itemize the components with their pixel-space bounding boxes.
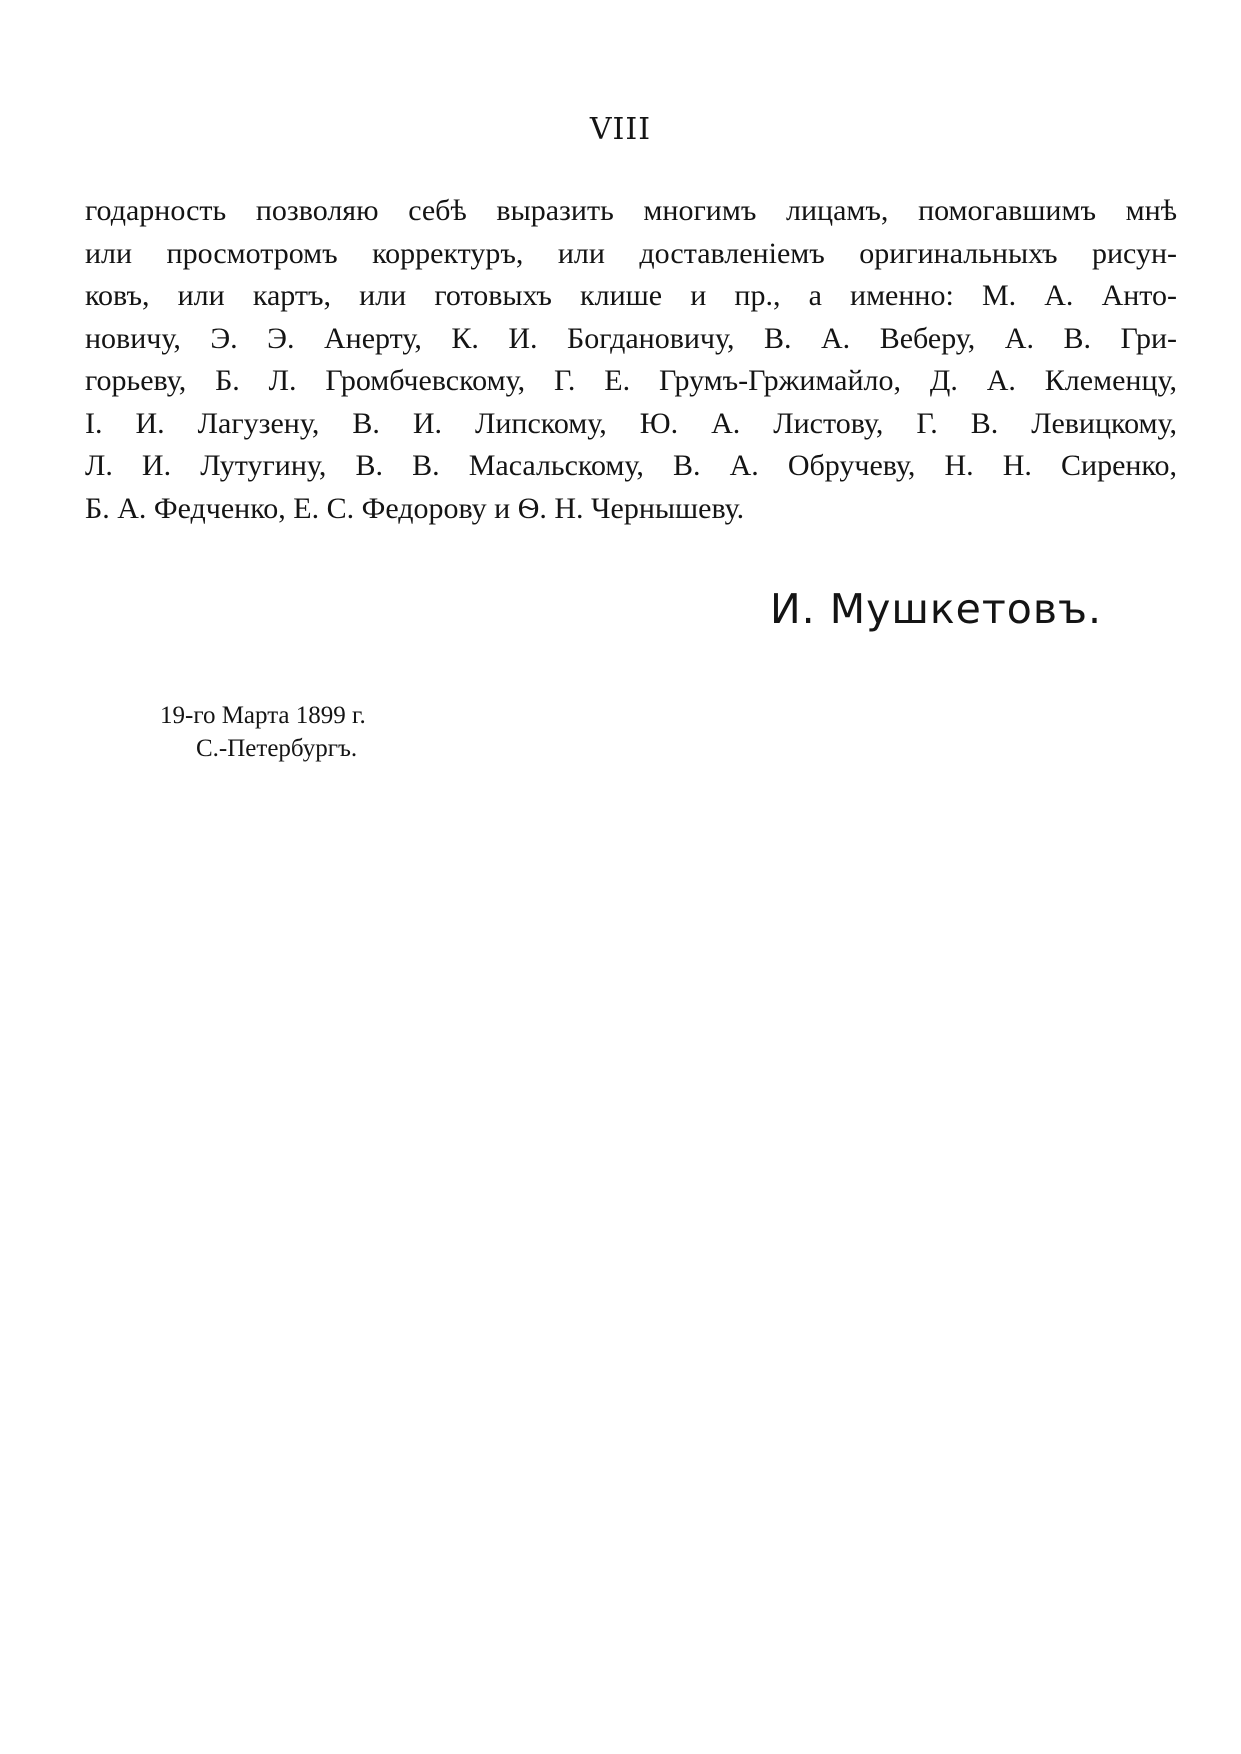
text-line: или просмотромъ корректуръ, или доставленіемъ оригинальныхъ рисун- <box>85 236 1177 270</box>
text-line: І. И. Лагузену, В. И. Липскому, Ю. А. Листову, Г. В. Левицкому, <box>85 406 1177 440</box>
text-line: Л. И. Лутугину, В. В. Масальскому, В. А. Обручеву, Н. Н. Сиренко, <box>85 449 1177 482</box>
page-number: VIII <box>589 112 652 147</box>
body-paragraph <box>85 190 1177 530</box>
place-line: С.-Петербургъ. <box>196 735 358 762</box>
text-line: ковъ, или картъ, или готовыхъ клише и пр., а именно: М. А. Анто- <box>85 279 1177 312</box>
text-line: новичу, Э. Э. Анерту, К. И. Богдановичу, В. А. Веберу, А. В. Гри- <box>85 321 1177 355</box>
text-line: Б. А. Федченко, Е. С. Федорову и Ѳ. Н. Чернышеву. <box>85 491 745 525</box>
text-line: горьеву, Б. Л. Громбчевскому, Г. Е. Грумъ-Гржимайло, Д. А. Клеменцу, <box>85 364 1177 397</box>
date-line: 19-го Марта 1899 г. <box>160 702 366 729</box>
author-signature: И. Мушкетовъ. <box>770 585 1103 633</box>
text-line: годарность позволяю себѣ выразить многимъ лицамъ, помогавшимъ мнѣ <box>85 194 1177 227</box>
